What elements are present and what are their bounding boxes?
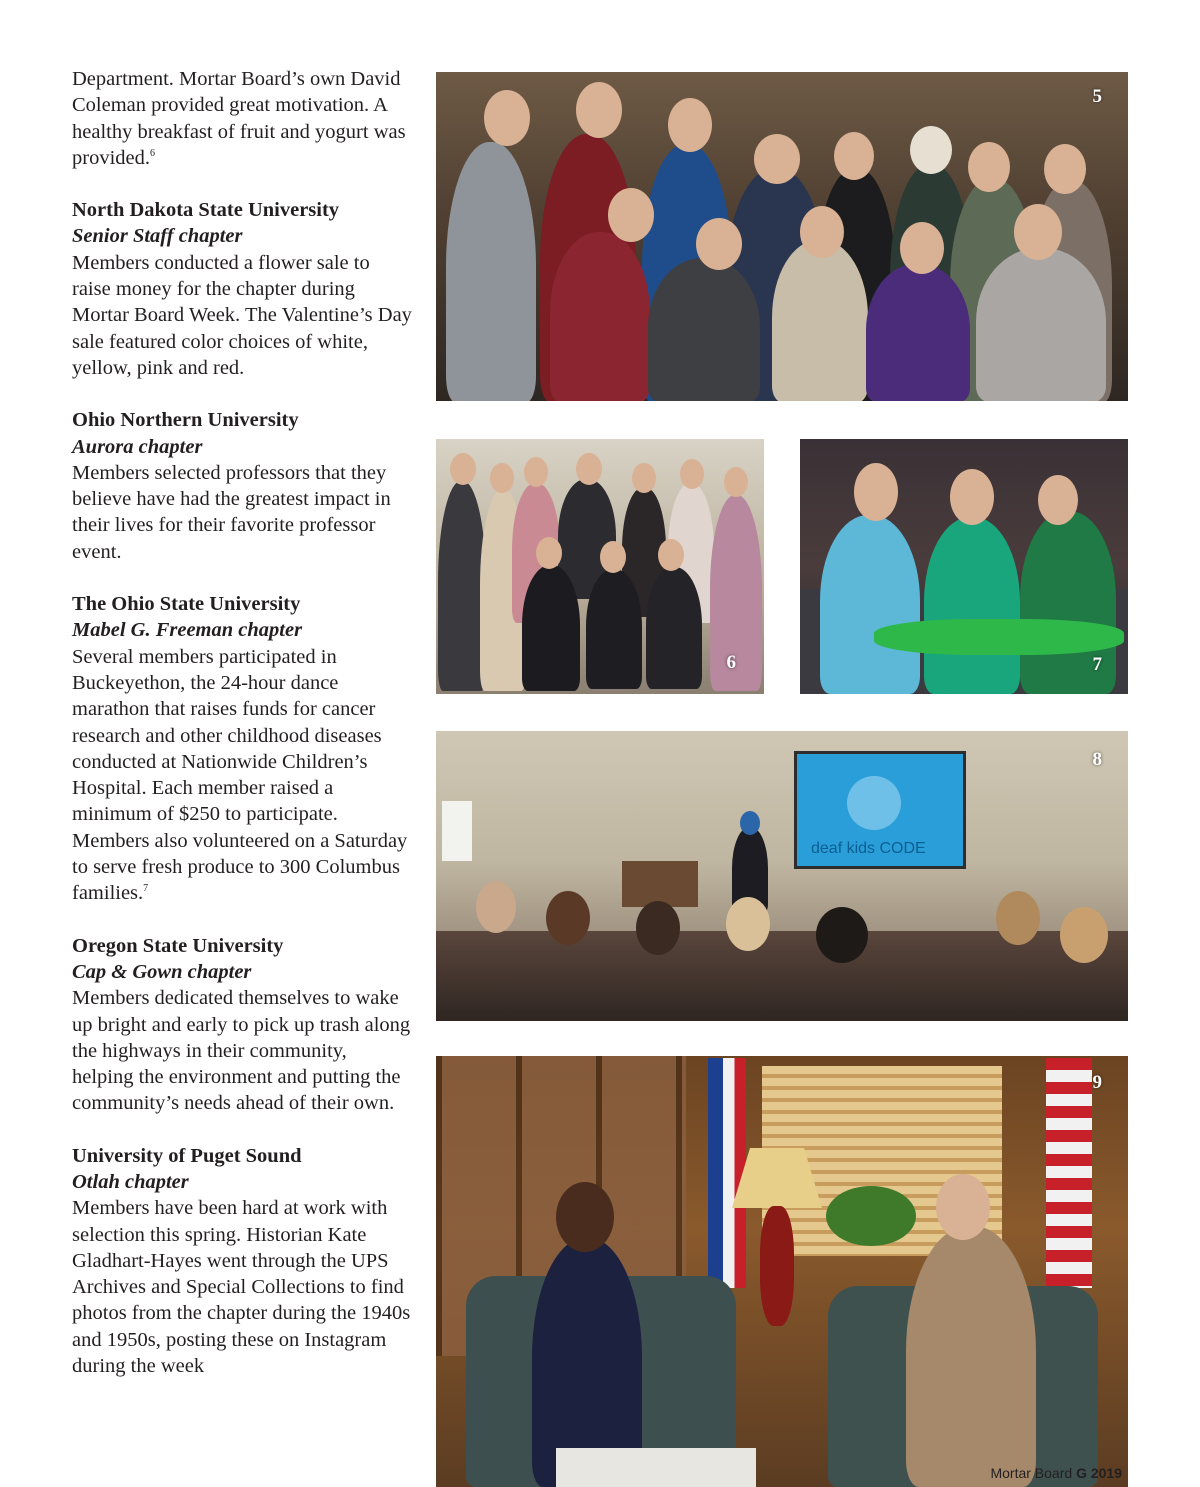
person-head [600, 541, 626, 573]
whiteboard [442, 801, 472, 861]
person-head [724, 467, 748, 497]
presenter-head [740, 811, 760, 835]
photo-number: 8 [1092, 749, 1102, 770]
footnote-marker: 6 [150, 147, 155, 159]
person-head [556, 1182, 614, 1252]
group-photo-6 [436, 439, 764, 694]
person-head [1014, 204, 1062, 260]
person-head [900, 222, 944, 274]
section-body: Members conducted a flower sale to raise money for the chapter during Mortar Board Week. The Valentine’s Day sale featured color choices of white, yellow, pink and red. [72, 251, 412, 379]
person-head [1038, 475, 1078, 525]
person [710, 495, 762, 691]
university-name: North Dakota State University [72, 199, 340, 222]
person [924, 517, 1020, 694]
person-head [854, 463, 898, 521]
person-head [834, 132, 874, 180]
office-meeting-photo-9 [436, 1056, 1128, 1487]
chapter-name: Mabel G. Freeman chapter [72, 619, 303, 642]
footnote-marker: 7 [143, 883, 149, 895]
person-head [608, 188, 654, 242]
audience-head [636, 901, 680, 955]
person-head [490, 463, 514, 493]
section-body: Members selected professors that they believe have had the greatest impact in their lives for their favorite professor event. [72, 461, 391, 563]
person [866, 264, 970, 401]
newspapers [556, 1448, 756, 1487]
section-body: Members dedicated themselves to wake up bright and early to pick up trash along the highways in their community, helping the environment and putting the community’s needs ahead of their own. [72, 987, 411, 1115]
podium [622, 861, 698, 907]
audience-head [726, 897, 770, 951]
intro-paragraph: Department. Mortar Board’s own David Coleman provided great motivation. A healthy breakfast of fruit and yogurt was provided.$^6$ [72, 68, 406, 169]
university-name: Oregon State University [72, 934, 284, 957]
texas-flag [708, 1058, 746, 1288]
audience [436, 931, 1128, 1021]
audience-head [476, 881, 516, 933]
photo-number: 5 [1092, 86, 1102, 107]
section-body: Members have been hard at work with selection this spring. Historian Kate Gladhart-Hayes went through the UPS Archives and Special Collections to find photos from the chapter during the 1940s and 1950s, posting these on Instagram during the week [72, 1197, 411, 1378]
person [522, 565, 580, 691]
person-head [754, 134, 800, 184]
person [586, 569, 642, 689]
person-head [910, 126, 952, 174]
group-photo-7 [800, 439, 1128, 694]
person-head [936, 1174, 990, 1240]
lamp-base [760, 1206, 794, 1326]
article-text-column [72, 66, 412, 1379]
chapter-name: Aurora chapter [72, 435, 203, 458]
person-head [800, 206, 844, 258]
person-head [524, 457, 548, 487]
photo-number: 9 [1092, 1072, 1102, 1093]
group-photo-5 [436, 72, 1128, 401]
plant [826, 1186, 916, 1246]
person-head [576, 82, 622, 138]
projector-screen [794, 751, 966, 869]
section-oregon-state [72, 933, 412, 1117]
person [550, 232, 650, 401]
person-head [1044, 144, 1086, 194]
university-name: University of Puget Sound [72, 1144, 302, 1167]
person-head [450, 453, 476, 485]
person-head [968, 142, 1010, 192]
section-puget-sound [72, 1143, 412, 1380]
person-head [484, 90, 530, 146]
photo-number: 7 [1092, 654, 1102, 675]
person [976, 248, 1106, 401]
section-ohio-northern [72, 407, 412, 565]
person-head [658, 539, 684, 571]
presentation-photo-8 [436, 731, 1128, 1021]
footer-publication: Mortar Board [990, 1465, 1073, 1481]
university-name: The Ohio State University [72, 593, 301, 616]
photo-number: 6 [726, 652, 736, 673]
footer-issue: G 2019 [1076, 1465, 1122, 1481]
binary-globe-icon [847, 776, 901, 830]
person-head [536, 537, 562, 569]
american-flag [1046, 1058, 1092, 1288]
person-head [696, 218, 742, 270]
audience-head [546, 891, 590, 945]
section-ohio-state [72, 591, 412, 907]
person-right [906, 1226, 1036, 1487]
person [820, 515, 920, 694]
person [438, 481, 486, 691]
person [648, 258, 760, 401]
page-footer [990, 1465, 1122, 1481]
audience-head [1060, 907, 1108, 963]
chapter-name: Cap & Gown chapter [72, 960, 252, 983]
person-head [632, 463, 656, 493]
green-tutus [874, 619, 1124, 655]
person-head [668, 98, 712, 152]
chapter-name: Senior Staff chapter [72, 225, 243, 248]
person-head [950, 469, 994, 525]
screen-logo-text: deaf kids CODE [811, 840, 926, 857]
audience-head [816, 907, 868, 963]
chapter-name: Otlah chapter [72, 1170, 189, 1193]
person [772, 240, 868, 401]
person [446, 142, 536, 401]
person-head [576, 453, 602, 485]
person [646, 567, 702, 689]
university-name: Ohio Northern University [72, 409, 299, 432]
audience-head [996, 891, 1040, 945]
person-head [680, 459, 704, 489]
section-body: Several members participated in Buckeyethon, the 24-hour dance marathon that raises funds for cancer research and other childhood diseases conducted at Nationwide Children’s Hospital. Each member raised a minimum of $250 to participate. Members also volunteered on a Saturday to serve fresh produce to 300 Columbus families.$^7$ [72, 645, 408, 905]
section-north-dakota-state [72, 197, 412, 381]
